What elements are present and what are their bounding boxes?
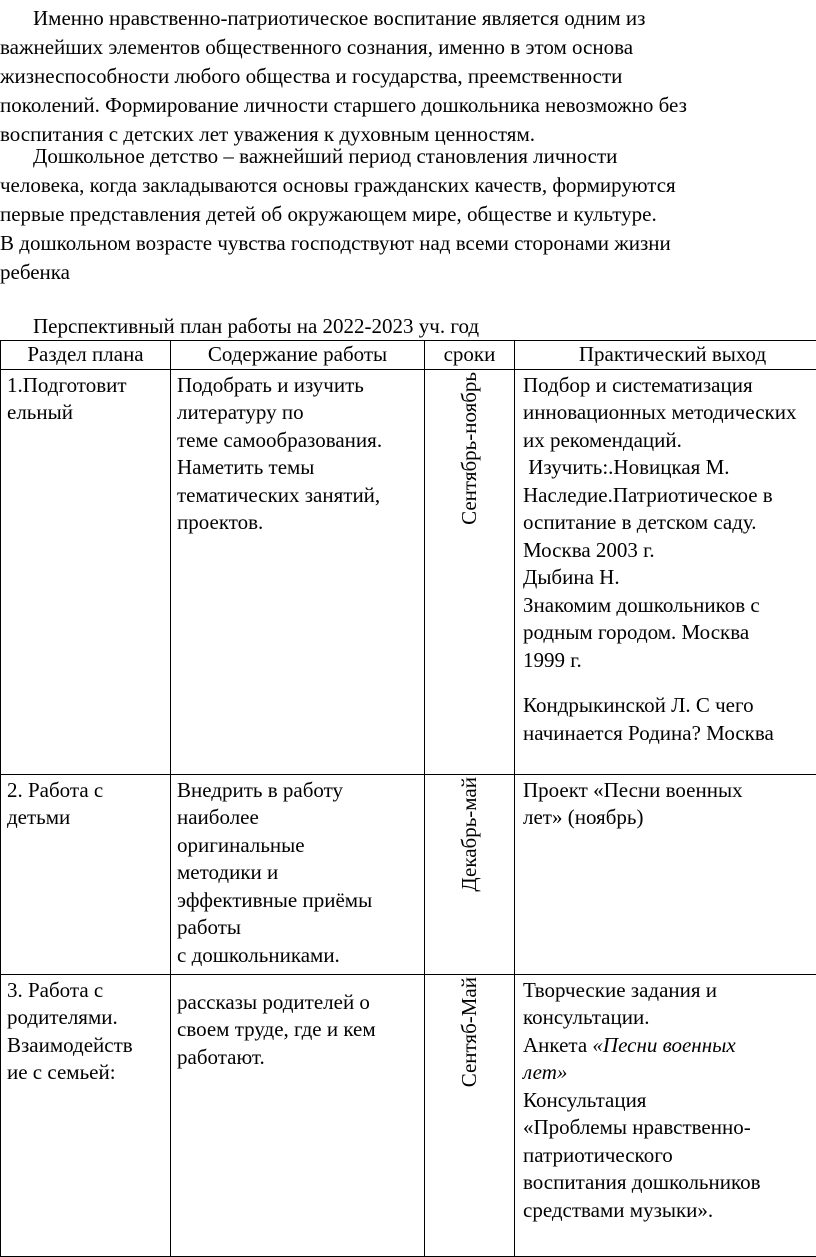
term-label: Сентябрь-ноябрь — [456, 372, 484, 525]
plan-table — [0, 340, 816, 1257]
text-line: Дошкольное детство – важнейший период становления личности — [0, 142, 812, 171]
output-cell — [515, 974, 816, 1256]
cell-text: Анкета — [523, 1033, 592, 1057]
cell-line: работают. — [177, 1044, 418, 1072]
text-line: важнейших элементов общественного сознания, именно в этом основа — [0, 33, 812, 62]
text-line: первые представления детей об окружающем мире, обществе и культуре. — [0, 200, 812, 229]
cell-line: Кондрыкинской Л. С чего — [523, 692, 816, 720]
cell-line: оригинальные — [177, 832, 418, 860]
header-term: сроки — [425, 341, 515, 370]
cell-line: рассказы родителей о — [177, 989, 418, 1017]
cell-line: инновационных методических — [523, 399, 816, 427]
cell-line: литературу по — [177, 399, 418, 427]
cell-line: их рекомендаций. — [523, 427, 816, 455]
cell-line: Взаимодейств — [7, 1032, 164, 1060]
term-cell — [425, 774, 515, 974]
table-row — [1, 974, 816, 1256]
cell-line: Проект «Песни военных — [523, 777, 816, 805]
cell-line: «Проблемы нравственно- — [523, 1114, 816, 1142]
cell-line: средствами музыки». — [523, 1197, 816, 1225]
cell-line: проектов. — [177, 509, 418, 537]
cell-line: ие с семьей: — [7, 1059, 164, 1087]
spacer — [523, 674, 816, 692]
cell-line: Подбор и систематизация — [523, 372, 816, 400]
cell-line: своем труде, где и кем — [177, 1016, 418, 1044]
header-output: Практический выход — [515, 341, 816, 370]
output-cell — [515, 774, 816, 974]
table-header-row — [1, 341, 816, 370]
section-cell — [1, 774, 171, 974]
table-row — [1, 369, 816, 774]
text-line: Именно нравственно-патриотическое воспитание является одним из — [0, 4, 812, 33]
term-label: Сентяб-Май — [456, 977, 484, 1087]
cell-line: наиболее — [177, 804, 418, 832]
content-cell — [171, 974, 425, 1256]
cell-line: лет» (ноябрь) — [523, 804, 816, 832]
cell-line: теме самообразования. — [177, 427, 418, 455]
term-label: Декабрь-май — [456, 777, 484, 892]
output-cell — [515, 369, 816, 774]
text-line: ребенка — [0, 258, 812, 287]
text-line: человека, когда закладываются основы гражданских качеств, формируются — [0, 171, 812, 200]
cell-line: детьми — [7, 804, 164, 832]
cell-line: Москва 2003 г. — [523, 537, 816, 565]
italic-text: «Песни военных — [592, 1033, 735, 1057]
term-cell — [425, 369, 515, 774]
section-cell — [1, 369, 171, 774]
cell-line: 1999 г. — [523, 647, 816, 675]
intro-paragraph-2 — [0, 142, 812, 287]
content-cell — [171, 774, 425, 974]
cell-line: начинается Родина? Москва — [523, 720, 816, 748]
cell-line: Консультация — [523, 1087, 816, 1115]
cell-line: родителями. — [7, 1004, 164, 1032]
content-cell — [171, 369, 425, 774]
cell-line — [523, 1032, 816, 1060]
cell-line: Наследие.Патриотическое в — [523, 482, 816, 510]
cell-line: тематических занятий, — [177, 482, 418, 510]
cell-line: эффективные приёмы — [177, 887, 418, 915]
text-line: жизнеспособности любого общества и государства, преемственности — [0, 62, 812, 91]
cell-line: Внедрить в работу — [177, 777, 418, 805]
cell-line: Творческие задания и — [523, 977, 816, 1005]
text-line: В дошкольном возрасте чувства господствуют над всеми сторонами жизни — [0, 229, 812, 258]
cell-line: 2. Работа с — [7, 777, 164, 805]
section-cell — [1, 974, 171, 1256]
term-cell — [425, 974, 515, 1256]
text-line: воспитания с детских лет уважения к духовным ценностям. — [0, 120, 812, 149]
header-section: Раздел плана — [1, 341, 171, 370]
cell-line: родным городом. Москва — [523, 619, 816, 647]
cell-line: воспитания дошкольников — [523, 1169, 816, 1197]
cell-line: ельный — [7, 399, 164, 427]
cell-line: Наметить темы — [177, 454, 418, 482]
cell-line: оспитание в детском саду. — [523, 509, 816, 537]
intro-paragraph-1 — [0, 4, 812, 149]
cell-line: методики и — [177, 859, 418, 887]
cell-line: с дошкольниками. — [177, 942, 418, 970]
cell-line: Дыбина Н. — [523, 564, 816, 592]
cell-line: 1.Подготовит — [7, 372, 164, 400]
table-row — [1, 774, 816, 974]
cell-line: Подобрать и изучить — [177, 372, 418, 400]
plan-caption: Перспективный план работы на 2022-2023 уч. год — [33, 312, 479, 341]
cell-line: 3. Работа с — [7, 977, 164, 1005]
cell-line: консультации. — [523, 1004, 816, 1032]
text-line: поколений. Формирование личности старшего дошкольника невозможно без — [0, 91, 812, 120]
cell-line: Изучить:.Новицкая М. — [523, 454, 816, 482]
cell-line: патриотического — [523, 1142, 816, 1170]
cell-line: Знакомим дошкольников с — [523, 592, 816, 620]
header-content: Содержание работы — [171, 341, 425, 370]
cell-line: работы — [177, 914, 418, 942]
italic-text: лет» — [523, 1059, 816, 1087]
